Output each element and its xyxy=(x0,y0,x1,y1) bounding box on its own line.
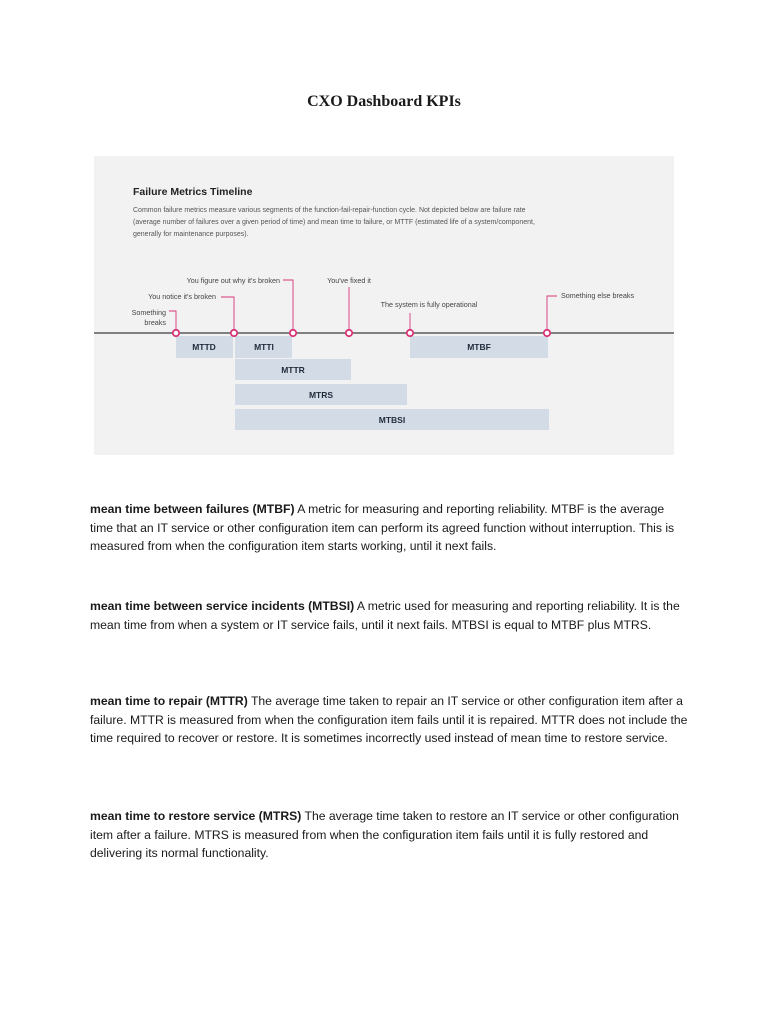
bar-label-mttr: MTTR xyxy=(281,365,305,375)
definition-term: mean time between service incidents (MTBSI) xyxy=(90,599,355,613)
label-operational: The system is fully operational xyxy=(380,300,478,309)
definition-mtbsi xyxy=(90,597,690,634)
definition-mtrs xyxy=(90,807,690,863)
definition-term: mean time to restore service (MTRS) xyxy=(90,809,302,823)
bar-label-mtbf: MTBF xyxy=(467,342,491,352)
timeline-diagram xyxy=(94,156,674,455)
bar-label-mtrs: MTRS xyxy=(308,390,334,400)
marker-something-breaks xyxy=(173,330,179,336)
failure-metrics-figure xyxy=(94,156,674,455)
marker-something-else xyxy=(544,330,550,336)
definition-text: The average time taken to restore an IT service or other configuration item after a failure. MTRS is measured from when the configuration item fails until it is fully restored and delivering its normal functionality. xyxy=(90,809,679,860)
marker-operational xyxy=(407,330,413,336)
figure-title: Failure Metrics Timeline xyxy=(133,186,253,198)
bar-label-mttd: MTTD xyxy=(192,342,216,352)
definition-term: mean time between failures (MTBF) xyxy=(90,502,295,516)
figure-description-line-2: (average number of failures over a given period of time) and mean time to failure, or MTTF (estimated life of a system/component, xyxy=(133,219,535,226)
marker-figure-out xyxy=(290,330,296,336)
marker-notice-broken xyxy=(231,330,237,336)
leader-notice-broken xyxy=(221,297,234,333)
definition-mtbf xyxy=(90,500,690,556)
figure-description-line-1: Common failure metrics measure various segments of the function-fail-repair-function cycle. Not depicted below are failure rate xyxy=(133,207,526,214)
label-notice-broken: You notice it's broken xyxy=(148,292,216,301)
definition-text: A metric used for measuring and reporting reliability. It is the mean time from when a system or IT service fails, until it next fails. MTBSI is equal to MTBF plus MTRS. xyxy=(90,599,680,632)
definition-term: mean time to repair (MTTR) xyxy=(90,694,248,708)
definition-text: A metric for measuring and reporting reliability. MTBF is the average time that an IT service or other configuration item can perform its agreed function without interruption. This is measured from when the configuration item starts working, until it next fails. xyxy=(90,502,675,553)
label-something-else: Something else breaks xyxy=(561,291,635,300)
label-something-breaks-2: breaks xyxy=(144,318,166,327)
bar-label-mtti: MTTI xyxy=(254,342,274,352)
label-fixed: You've fixed it xyxy=(327,276,371,285)
page-title: CXO Dashboard KPIs xyxy=(307,93,461,110)
label-something-breaks-1: Something xyxy=(131,308,166,317)
leader-figure-out xyxy=(283,280,293,333)
definition-text: The average time taken to repair an IT service or other configuration item after a failure. MTTR is measured from when the configuration item fails until it is repaired. MTTR does not include the time required to recover or restore. It is sometimes incorrectly used instead of mean time to restore service. xyxy=(90,694,688,745)
marker-fixed xyxy=(346,330,352,336)
leader-something-else xyxy=(547,296,557,333)
label-figure-out: You figure out why it's broken xyxy=(186,276,280,285)
bar-label-mtbsi: MTBSI xyxy=(378,415,406,425)
definition-mttr xyxy=(90,692,690,748)
figure-description-line-3: generally for maintenance purposes). xyxy=(133,231,249,238)
